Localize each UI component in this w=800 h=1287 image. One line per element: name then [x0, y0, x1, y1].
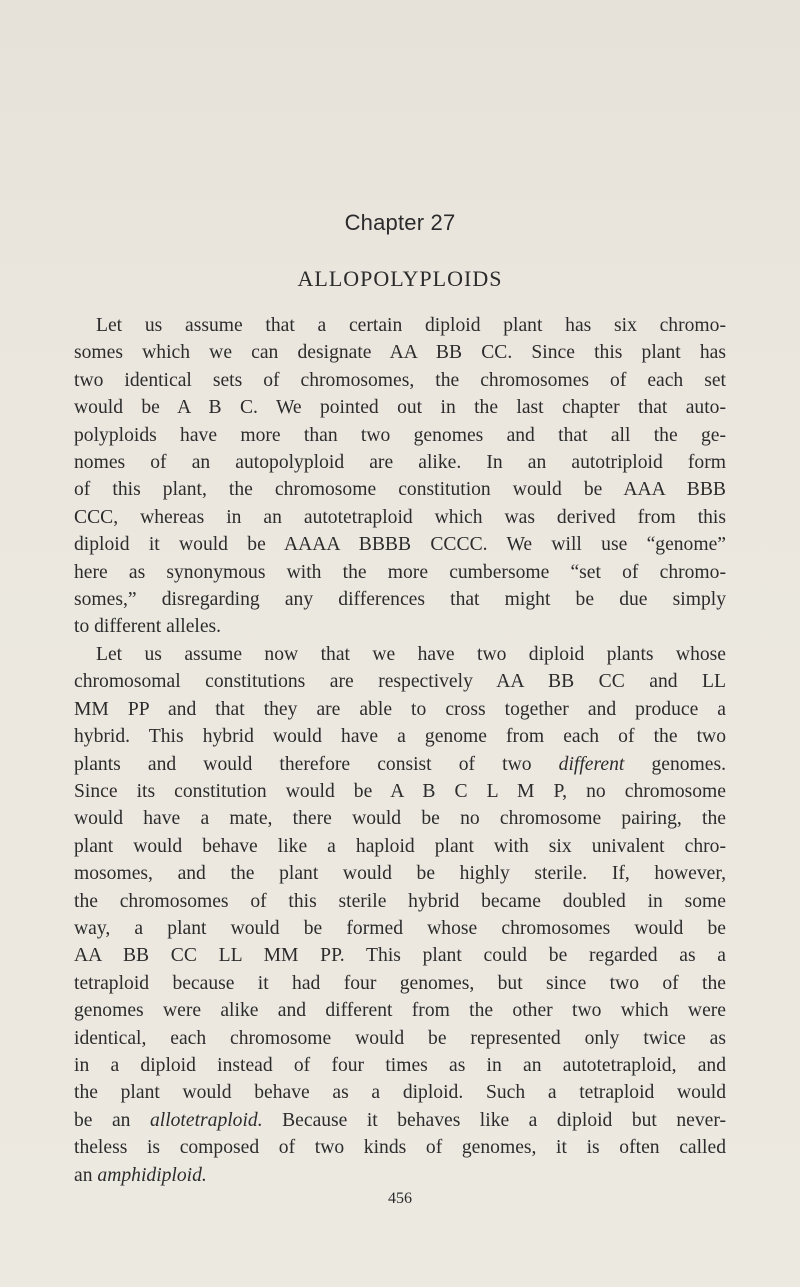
text-line: hybrid. This hybrid would have a genome from each of the two: [74, 726, 726, 748]
italic-term: allotetraploid.: [149, 1109, 263, 1131]
text-line: the chromosomes of this sterile hybrid became doubled in some: [74, 890, 726, 912]
text-line: of this plant, the chromosome constitution would be AAA BBB: [74, 479, 726, 501]
text-line: somes which we can designate AA BB CC. Since this plant has: [74, 342, 726, 364]
text-segment: Because it behaves like a diploid but never-: [262, 1109, 726, 1131]
text-line: AA BB CC LL MM PP. This plant could be regarded as a: [74, 945, 726, 967]
italic-term: amphidiploid.: [97, 1164, 207, 1186]
text-line: two identical sets of chromosomes, the chromosomes of each set: [74, 369, 726, 391]
text-line: in a diploid instead of four times as in an autotetraploid, and: [74, 1054, 726, 1076]
text-line: [74, 1162, 726, 1189]
chapter-title: ALLOPOLYPLOIDS: [297, 266, 503, 291]
text-segment: plants and would therefore consist of two: [74, 753, 559, 775]
text-line: Let us assume now that we have two diploid plants whose: [96, 643, 726, 665]
text-line: theless is composed of two kinds of genomes, it is often called: [74, 1137, 726, 1159]
text-line: polyploids have more than two genomes and that all the ge-: [74, 424, 726, 446]
paragraph-1: [74, 312, 726, 641]
text-line: identical, each chromosome would be represented only twice as: [74, 1027, 726, 1049]
text-line: tetraploid because it had four genomes, but since two of the: [74, 972, 726, 994]
text-line: plant would behave like a haploid plant with six univalent chro-: [74, 835, 726, 857]
text-segment: an: [74, 1164, 98, 1186]
text-line: [74, 751, 726, 778]
text-line: diploid it would be AAAA BBBB CCCC. We will use “genome”: [74, 534, 726, 556]
text-line: way, a plant would be formed whose chromosomes would be: [74, 917, 726, 939]
text-line: MM PP and that they are able to cross together and produce a: [74, 698, 726, 720]
text-line: somes,” disregarding any differences that might be due simply: [74, 589, 726, 611]
text-segment: genomes.: [624, 753, 726, 775]
text-line: Let us assume that a certain diploid plant has six chromo-: [96, 315, 726, 336]
paragraph-2: [74, 641, 726, 1189]
text-line: would have a mate, there would be no chromosome pairing, the: [74, 808, 726, 830]
text-line: nomes of an autopolyploid are alike. In an autotriploid form: [74, 452, 726, 474]
italic-term: different: [558, 753, 625, 775]
text-line: genomes were alike and different from the other two which were: [74, 1000, 726, 1022]
text-line: [74, 1107, 726, 1134]
text-line: Since its constitution would be A B C L M P, no chromosome: [74, 780, 726, 802]
text-line: would be A B C. We pointed out in the last chapter that auto-: [74, 397, 726, 419]
text-line: CCC, whereas in an autotetraploid which was derived from this: [74, 506, 726, 528]
body-text: [74, 312, 726, 1189]
text-line: mosomes, and the plant would be highly sterile. If, however,: [74, 863, 726, 885]
text-line: chromosomal constitutions are respectively AA BB CC and LL: [74, 671, 726, 693]
text-segment: be an: [74, 1109, 150, 1131]
text-line: the plant would behave as a diploid. Such a tetraploid would: [74, 1082, 726, 1104]
chapter-number: Chapter 27: [344, 210, 456, 235]
text-line: to different alleles.: [74, 616, 222, 638]
page-number: 456: [388, 1190, 412, 1207]
text-line: here as synonymous with the more cumbersome “set of chromo-: [74, 561, 726, 583]
